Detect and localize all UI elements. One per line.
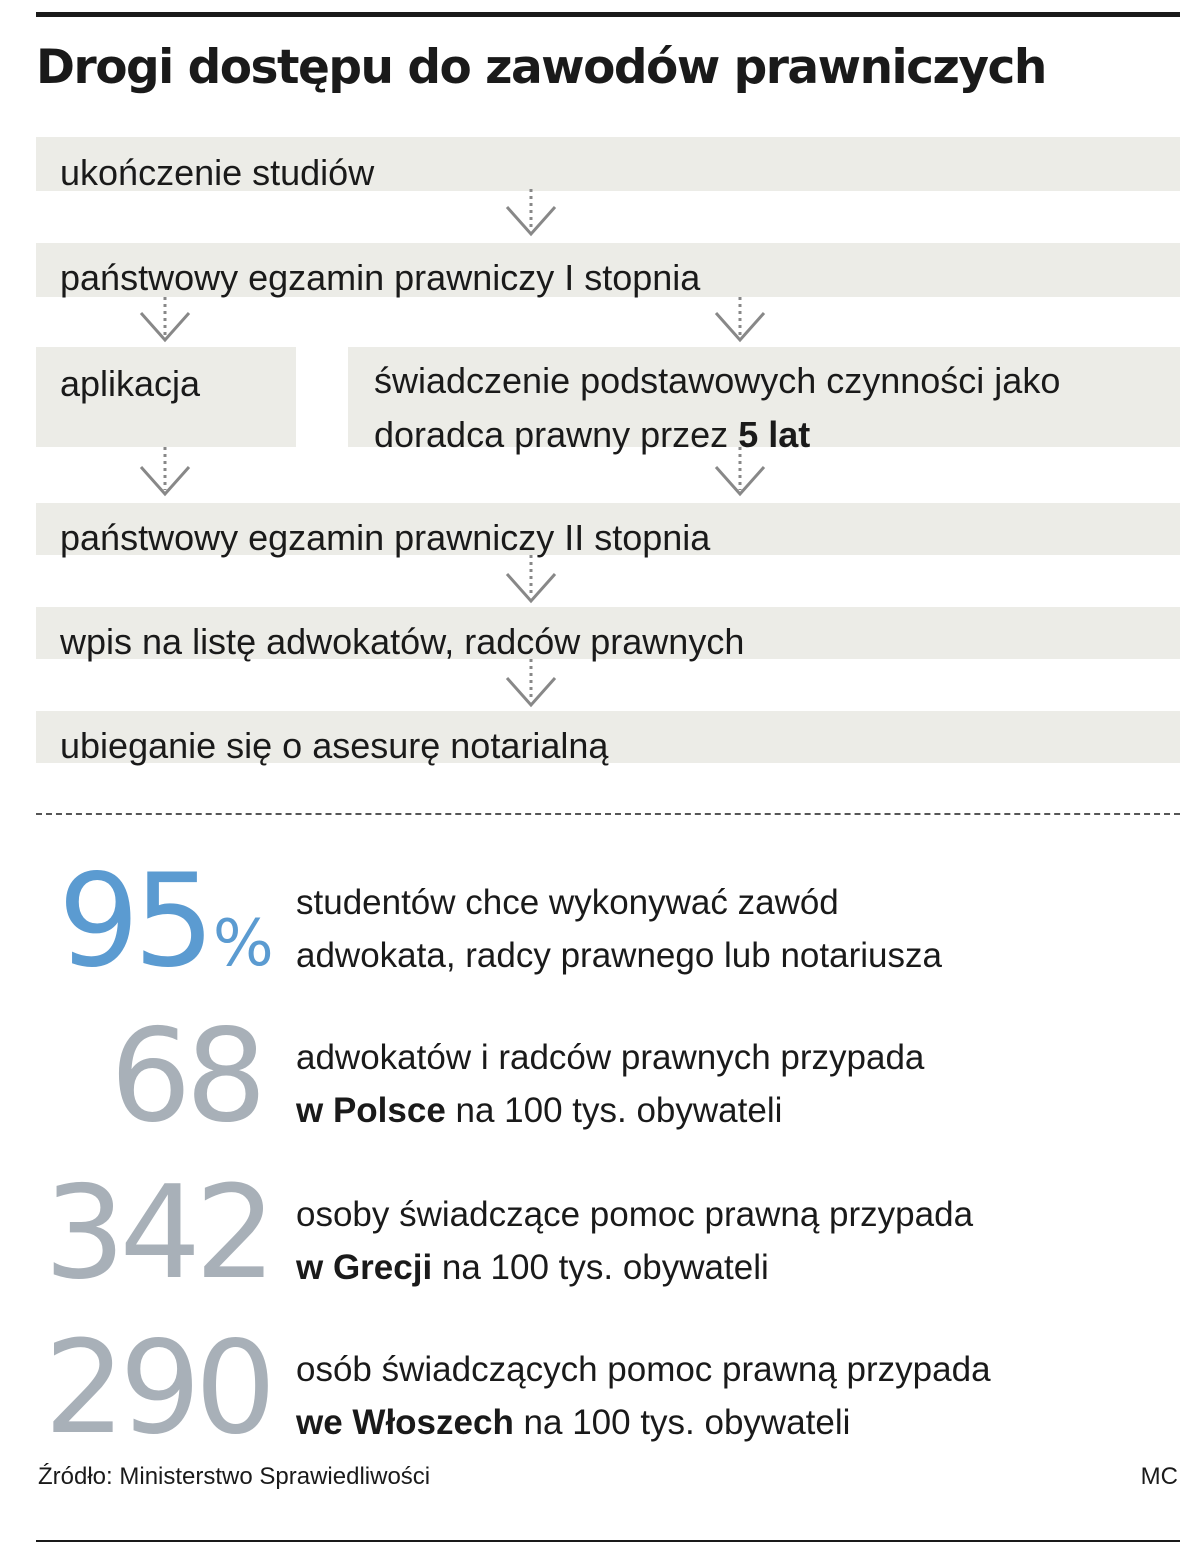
stat-text-342-bold: w Grecji bbox=[296, 1248, 433, 1287]
stat-text-342 bbox=[296, 1188, 973, 1294]
flow-label-register: wpis na listę adwokatów, radców prawnych bbox=[60, 621, 745, 662]
stat-text-68 bbox=[296, 1031, 924, 1137]
stat-text-68-rest: na 100 tys. obywateli bbox=[445, 1091, 783, 1130]
page-title: Drogi dostępu do zawodów prawniczych bbox=[36, 40, 1046, 95]
stat-text-68-line1: adwokatów i radców prawnych przypada bbox=[296, 1038, 925, 1077]
arrow-aplikacja-to-exam2-icon bbox=[141, 447, 189, 494]
stat-number-290: 290 bbox=[44, 1314, 271, 1463]
stat-text-95-line1: studentów chce wykonywać zawód bbox=[296, 883, 839, 922]
arrow-studies-to-exam1-icon bbox=[507, 189, 555, 234]
flow-label-advisor bbox=[374, 354, 1154, 462]
advisor-years: 5 lat bbox=[738, 414, 811, 455]
stat-number-95 bbox=[58, 847, 274, 996]
arrow-register-to-notary-icon bbox=[507, 659, 555, 705]
arrow-exam2-to-register-icon bbox=[507, 555, 555, 601]
flow-label-studies: ukończenie studiów bbox=[60, 152, 375, 193]
bottom-rule bbox=[36, 1540, 1180, 1542]
stat-number-342: 342 bbox=[44, 1159, 271, 1308]
flow-label-exam2: państwowy egzamin prawniczy II stopnia bbox=[60, 517, 711, 558]
stat-text-290-rest: na 100 tys. obywateli bbox=[513, 1403, 851, 1442]
stat-text-342-line1: osoby świadczące pomoc prawną przypada bbox=[296, 1195, 974, 1234]
author-initials: MC bbox=[1140, 1463, 1178, 1490]
source-note: Źródło: Ministerstwo Sprawiedliwości bbox=[38, 1463, 431, 1490]
section-divider bbox=[36, 813, 1180, 815]
stat-text-290-bold: we Włoszech bbox=[296, 1403, 514, 1442]
flow-label-aplikacja: aplikacja bbox=[60, 363, 201, 404]
stat-number-68: 68 bbox=[110, 1002, 261, 1151]
advisor-text: świadczenie podstawowych czynności jako doradca prawny przez bbox=[374, 360, 1061, 455]
stat-text-290-line1: osób świadczących pomoc prawną przypada bbox=[296, 1350, 991, 1389]
stat-text-95-line2: adwokata, radcy prawnego lub notariusza bbox=[296, 936, 942, 975]
stat-text-95 bbox=[296, 876, 942, 982]
stat-text-290 bbox=[296, 1343, 991, 1449]
arrow-exam1-to-advisor-icon bbox=[716, 297, 764, 340]
top-rule bbox=[36, 12, 1180, 17]
flow-label-notary: ubieganie się o asesurę notarialną bbox=[60, 725, 609, 766]
flow-label-exam1: państwowy egzamin prawniczy I stopnia bbox=[60, 257, 701, 298]
stat-number-95-unit: % bbox=[212, 907, 274, 981]
stat-text-342-rest: na 100 tys. obywateli bbox=[432, 1248, 769, 1287]
stat-text-68-bold: w Polsce bbox=[296, 1091, 446, 1130]
stat-number-95-value: 95 bbox=[58, 847, 209, 996]
arrow-exam1-to-aplikacja-icon bbox=[141, 297, 189, 340]
